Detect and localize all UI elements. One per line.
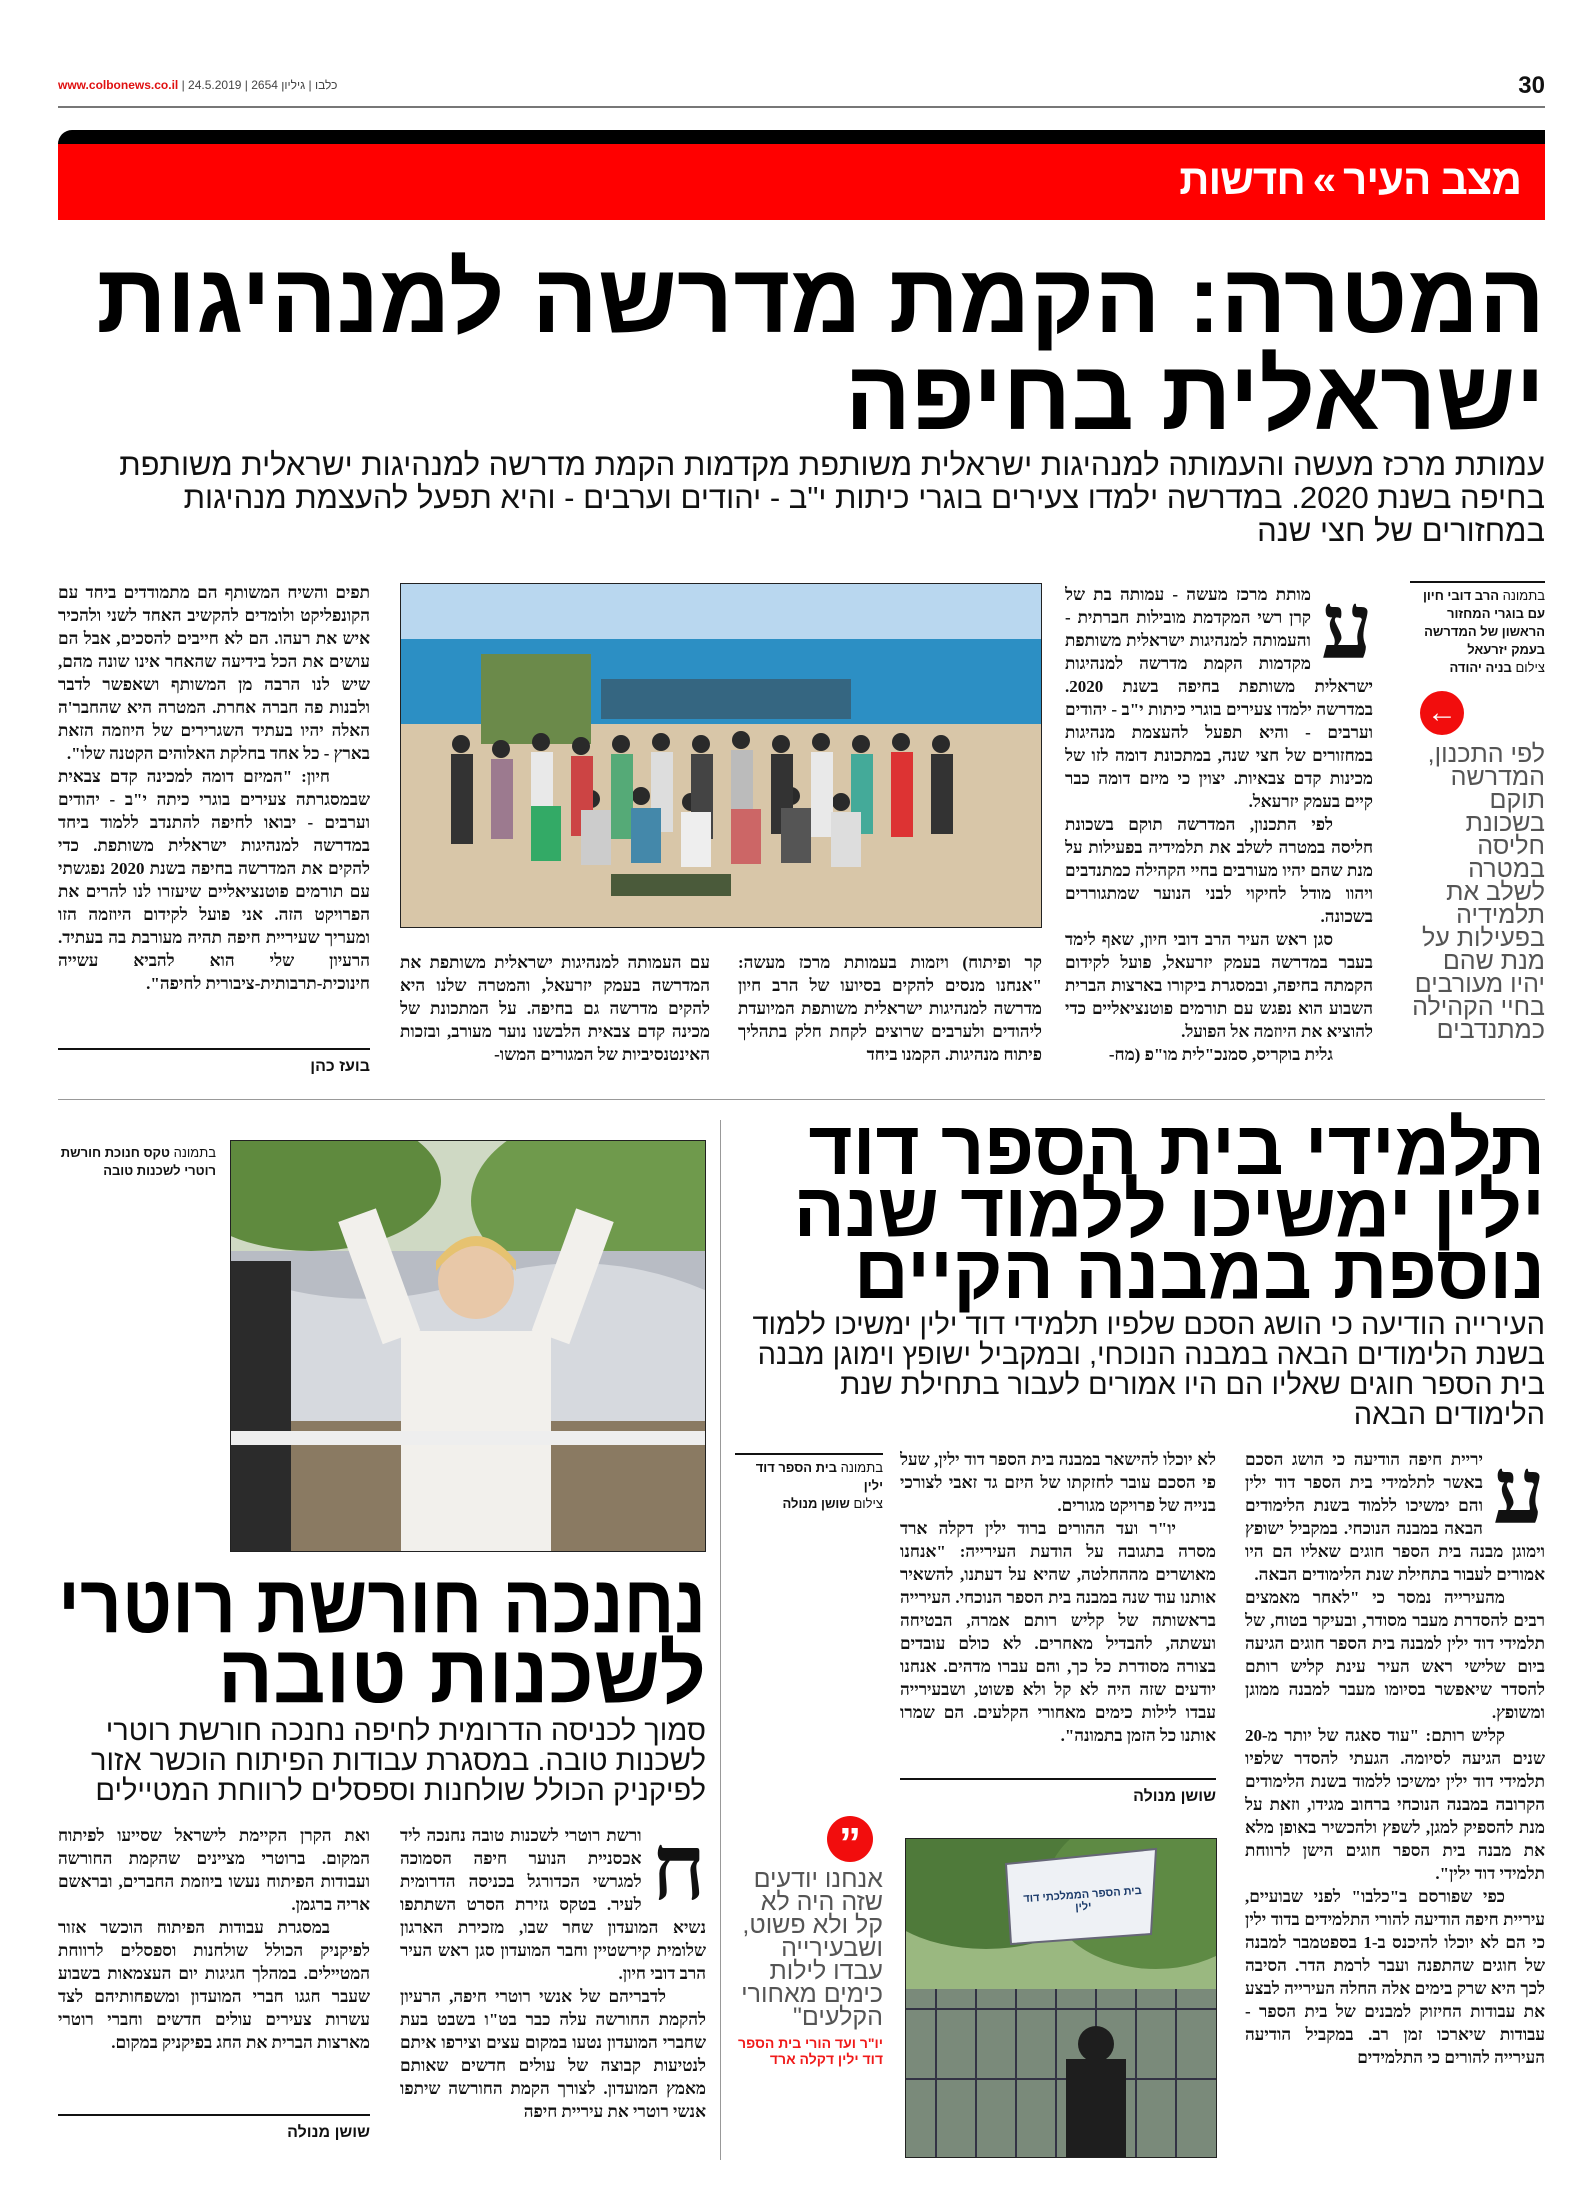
- paragraph: חיון: "המיזם דומה למכינה קדם צבאית שבמסגרתה צעירים בוגרי כיתה י"ב - יהודים וערבים - יבואו לחיפה להתנדב ללמוד ביחד במדרשה למנהיגות ישראלית משותפת. כדי להקים את המדרשה בחיפה בשנת 2020 נפגשתי עם תורמים פוטנציאליים שיעזרו לנו להרים את הפרויקט הזה. אני פועל לקידום היוזמה הזו ומעריך שעיריית חיפה תהיה מעורבת בה בעתיד. הרעיון שלי הוא להביא עשייה חינוכית-תרבותית-ציבורית לחיפה".: [58, 767, 370, 993]
- paragraph: תפים והשיח המשותף הם מתמודדים ביחד עם הקונפליקט ולומדים להקשיב האחד לשני ולהכיר איש את רעהו. הם לא חייבים להסכים, אבל הם עושים את הכל בידיעה שהאחר אינו שונה מהם, שיש לנו הרבה מן המשותף ושאפשר לדבר ולבנות פה חברה אחרת. המטרה היא שהחבר'ה האלה יהיו בעתיד השגרירים של היוזמה הזאת בארץ - כל אחד בחלקת האלוהים הקטנה שלו".: [58, 583, 370, 763]
- photo-credit: בניה יהודה: [1449, 660, 1512, 675]
- school-photo-caption: [735, 1453, 883, 1513]
- paragraph: לדבריהם של אנשי רוטרי חיפה, הרעיון להקמת החורשה עלה כבר בט"ו בשבט בעת שחברי המועדון נטעו במקום עצים וצירפו איתם לנטיעות קבוצה של עולים חדשים שאותם מאמץ המועדון. לצורך הקמת החורשה שיתפו אנשי רוטרי את עיריית חיפה: [400, 1987, 706, 2121]
- school-headline: [740, 1106, 1545, 1315]
- rotary-body-area: [58, 1824, 706, 2164]
- rotary-body-col-2: [58, 1824, 370, 2104]
- paragraph: מותת מרכז מעשה - עמותה בת של קרן רשי המקדמת מובילות חברתית - והעמותה למנהיגות ישראלית משותפת מקדמות הקמת מדרשה למנהיגות ישראלית משותפת בחיפה בשנת 2020. במדרשה ילמדו צעירים בוגרי כיתות י"ב - יהודים וערבים - והיא תפעל להעצמת מנהיגות במחזורים של חצי שנה, במתכונת דומה לזו של מכינות קדם צבאיות. יצוין כי מיזם דומה כבר קיים בעמק יזרעאל.: [1065, 585, 1373, 811]
- school-photo: [905, 1838, 1217, 2158]
- headline-line: לשכנות טובה: [217, 1629, 706, 1720]
- site-url[interactable]: www.colbonews.co.il: [58, 78, 179, 92]
- section-banner: [58, 144, 1545, 220]
- caption-text: טקס חנוכת חורשת רוטרי לשכנות טובה: [60, 1145, 216, 1178]
- school-quote-box: [735, 1816, 883, 2067]
- school-sign-text: בית הספר הממלכתי דוד ילין: [1023, 1884, 1143, 1914]
- paragraph: קליש רותם: "עוד סאגה של יותר מ-20 שנים הגיעה לסיומה. הגעתי להסדר שלפיו תלמידי דוד ילין ימשיכו ללמוד בשנת הלימודים הקרובה במבנה הנוכחי ברחוב מגידו, וזאת על מנת להספיק למגן, לשפץ ולהכשיר באופן מלא את מבנה בית הספר חוגים הישן לרווחת תלמידי דוד ילין".: [1245, 1726, 1545, 1883]
- caption-prefix: בתמונה: [1502, 588, 1545, 603]
- paragraph: קר ופיתוח) ויזמות בעמותת מרכז מעשה: "אנחנו מנסים להקים בסיועו של הרב חיון מדרשה למנהיגות ישראלית משותפת המיועדת ליהודים ולערבים שרוצים לקחת חלק בתהליך פיתוח מנהיגות. הקמנו ביחד: [738, 953, 1042, 1064]
- headline-line: נוספת במבנה הקיים: [853, 1230, 1545, 1315]
- quote-attribution: יו"ר ועד הורי בית הספר דוד ילין דקלה ארד: [738, 2035, 883, 2067]
- school-body-col-2: [900, 1448, 1216, 1748]
- rotary-body-col-1: [400, 1824, 706, 2144]
- paper-name: כלבו: [314, 78, 338, 92]
- lower-section: [58, 1100, 1545, 2160]
- school-byline: שושן מנולה: [900, 1778, 1216, 1806]
- caption-prefix: בתמונה: [840, 1460, 883, 1475]
- headline-line: ילין ימשיכו ללמוד שנה: [793, 1168, 1545, 1253]
- section-name: מצב העיר: [1343, 156, 1521, 203]
- main-photo-group: [400, 583, 1042, 928]
- page-content: [57, 243, 1545, 2160]
- main-subhead: עמותת מרכז מעשה והעמותה למנהיגות ישראלית משותפת מקדמות הקמת מדרשה למנהיגות ישראלית משותפת בחיפה בשנת 2020. במדרשה ילמדו צעירים בוגרי כיתות י"ב - יהודים וערבים - והיא תפעל להעצמת מנהיגות במחזורים של חצי שנה: [119, 447, 1545, 548]
- credit-prefix: צילום: [853, 1496, 883, 1511]
- school-article: [738, 1106, 1545, 2178]
- quote-icon: ”: [827, 1816, 873, 1862]
- header-divider: [58, 106, 1545, 108]
- school-pullquote: אנחנו יודעים שזה היה לא קל ולא פשוט, ושבעירייה עבדו לילות כימים מאחורי הקלעים": [741, 1865, 883, 2031]
- main-photo-caption: [1410, 581, 1545, 677]
- caption-text: בית הספר דוד ילין: [755, 1460, 883, 1493]
- school-sign-photo-image: [906, 1839, 1217, 2158]
- paragraph: עם העמותה למנהיגות ישראלית משותפת את המדרשה בעמק יזרעאל, והמטרה שלנו היא להקים מדרשה גם בחיפה. על המתכונת של מכינה קדם צבאית הלבשנו נוער מעורב, ובזכות האינטנסיביות של המגורים המשו-: [400, 953, 710, 1064]
- paragraph: ואת הקרן הקיימת לישראל שסייעו לפיתוח המקום. ברוטרי מציינים שהקמת החורשה ועבודות הפיתוח נעשו ביוזמת החברים, ובראשם אריה ברגמן.: [58, 1826, 370, 1914]
- main-byline: בועז כהן: [58, 1048, 370, 1076]
- rotary-subhead: סמוך לכניסה הדרומית לחיפה נחנכה חורשת רוטרי לשכנות טובה. במסגרת עבודות הפיתוח הוכשר אזור לפיקניק הכולל שולחנות וספסלים לרווחת המטיילים: [90, 1715, 706, 1807]
- drop-cap: ח: [651, 1824, 706, 1919]
- paragraph: גלית בוקריס, סמנכ"לית מו"פ (מח-: [1108, 1045, 1333, 1064]
- rotary-photo-caption: [58, 1140, 216, 1180]
- rotary-article: [57, 1559, 706, 2164]
- chevron-icon: »: [1312, 156, 1336, 203]
- drop-cap: ע: [1492, 1448, 1545, 1543]
- school-body-col-1: [1245, 1448, 1545, 2163]
- drop-cap: ע: [1320, 583, 1373, 678]
- school-body-area: [740, 1448, 1545, 2178]
- section-bar-top: [58, 130, 1545, 144]
- headline-line: המטרה: הקמת מדרשה למנהיגות: [96, 243, 1545, 353]
- issue-date: 24.5.2019: [188, 78, 242, 92]
- paragraph: לא יוכלו להישאר במבנה בית הספר דוד ילין, שעל פי הסכם עובר לחזקתו של היזם גד זאבי לצורכי בנייה של פרויקט מגורים.: [900, 1450, 1216, 1515]
- section-title: [1179, 156, 1521, 204]
- column-divider: [720, 1120, 721, 2160]
- rotary-headline: [57, 1559, 706, 1720]
- caption-prefix: בתמונה: [173, 1145, 216, 1160]
- page-header-meta: www.colbonews.co.il | כלבו | גיליון 2654 | 24.5.2019: [58, 78, 338, 92]
- issue-number: גיליון 2654: [251, 78, 306, 92]
- main-sidebar: [1410, 581, 1545, 1042]
- paragraph: כפי שפורסם ב"כלבו" לפני שבועיים, עיריית חיפה הודיעה להורי התלמידים בדוד ילין כי הם לא יוכלו להיכנס ב-1 בספטמבר למבנה של חוגים שהתפנה ועבר לרמת הדר. הסיבה לכך היא שרק בימים אלה החלה העירייה לבצע את עבודות החיזוק למבנים של בית הספר - עבודות שיארכו זמן רב. במקביל הודיעה העירייה להורים כי התלמידים: [1245, 1887, 1545, 2067]
- headline-line: ישראלית בחיפה: [844, 340, 1545, 450]
- credit-prefix: צילום: [1515, 660, 1545, 675]
- main-headline: [58, 243, 1545, 450]
- main-body-col-4: [58, 581, 370, 1031]
- rotary-photo: [230, 1140, 706, 1552]
- main-body-col-3: [400, 951, 710, 1091]
- paragraph: סגן ראש העיר הרב דובי חיון, שאף לימד בעבר במדרשה בעמק יזרעאל, פועל לקידום הקמתה בחיפה, ובמסגרת ביקורו בארצות הברית השבוע הוא נפגש עם תורמים פוטנציאליים כדי להוציא את היוזמה אל הפועל.: [1065, 930, 1373, 1041]
- photo-credit: שושן מנולה: [782, 1496, 850, 1511]
- main-body-col-1: [1065, 583, 1373, 1078]
- section-category: חדשות: [1179, 156, 1305, 203]
- page-number: 30: [1518, 72, 1545, 99]
- headline-line: תלמידי בית הספר דוד: [808, 1106, 1545, 1191]
- paragraph: יריית חיפה הודיעה כי הושג הסכם באשר לתלמידי בית הספר דוד ילין והם ימשיכו ללמוד בשנת הלימודים הבאה במבנה הנוכחי. במקביל ישופץ וימוגן מבנה בית הספר חוגים שאליו הם היו אמורים לעבור בתחילת שנת הלימודים הבאה.: [1245, 1450, 1545, 1584]
- caption-text: הרב דובי חיון עם בוגרי המחזור הראשון של המדרשה בעמק יזרעאל: [1422, 588, 1545, 657]
- group-photo-image: [401, 584, 1042, 928]
- arrow-left-icon: ←: [1420, 691, 1464, 735]
- paragraph: במסגרת עבודות הפיתוח הוכשר אזור לפיקניק הכולל שולחנות וספסלים לרווחת המטיילים. במהלך חגיגות יום העצמאות בשבוע שעבר חגגו חברי המועדון ומשפחותיהם לצד עשרות צעירים עולים חדשים וחברי רוטרי מארצות הברית את החג בפיקניק במקום.: [58, 1918, 370, 2052]
- main-body-area: [58, 581, 1545, 1099]
- main-body-col-2: [738, 951, 1042, 1091]
- headline-line: נחנכה חורשת רוטרי: [57, 1559, 706, 1650]
- ribbon-cutting-photo-image: [231, 1141, 706, 1552]
- school-subhead: העירייה הודיעה כי הושג הסכם שלפיו תלמידי דוד ילין ימשיכו ללמוד בשנת הלימודים הבאה במבנה הנוכחי, ובמקביל ישופץ וימוגן מבנה בית הספר חוגים שאליו הם היו אמורים לעבור בתחילת שנת הלימודים הבאה: [752, 1309, 1545, 1431]
- paragraph: מהעירייה נמסר כי "לאחר מאמצים רבים להסדרת מעבר מסודר, ובעיקר בטוח, של תלמידי דוד ילין למבנה בית הספר חוגים הגיעה ביום שלישי ראש העיר עינת קליש רותם להסדר שיאפשר בסיומו מעבר למבנה ממוגן ומשופץ.: [1245, 1588, 1545, 1722]
- paragraph: יו"ר ועד ההורים ברוד ילין דקלה ארד מסרה בתגובה על הודעת העירייה: "אנחנו מאושרים מההחלטה, שהיא על דעתנו, להשאיר אותנו עוד שנה במבנה בית הספר הנוכחי. העירייה בראשותה של קליש רותם אמרה, הבטיחה ועשתה, להבדיל מאחרים. לא כולם עובדים בצורה מסודרת כל כך, והם עברו מדהים. אנחנו יודעים שזה היה לא קל ולא פשוט, ושבעירייה עבדו לילות כימים מאחורי הקלעים. הם שמרו אותנו כל הזמן בתמונה".: [900, 1519, 1216, 1745]
- main-pullquote: לפי התכנון, המדרשה תוקם בשכונת חליסה במטרה לשלב את תלמידיה בפעילות על מנת שהם יהיו מעורבים בחיי הקהילה כמתנדבים: [1412, 740, 1545, 1044]
- paragraph: ורשת רוטרי לשכנות טובה נחנכה ליד אכסניית הנוער חיפה הסמוכה למגרשי הכדורגל בכניסה הדרומית לעיר. בטקס גזירת הסרט השתתפו נשיא המועדון שחר שבו, מזכירת הארגון שלומית קירשטיין וחבר המועדון סגן ראש העיר הרב דובי חיון.: [400, 1826, 706, 1983]
- rotary-byline: שושן מנולה: [58, 2114, 370, 2142]
- paragraph: לפי התכנון, המדרשה תוקם בשכונת חליסה במטרה לשלב את תלמידיה בפעילות על מנת שהם יהיו מעורבים בחיי הקהילה כמתנדבים ויהוו מודל לחיקוי לבני הנוער שמתגוררים בשכונה.: [1065, 815, 1373, 926]
